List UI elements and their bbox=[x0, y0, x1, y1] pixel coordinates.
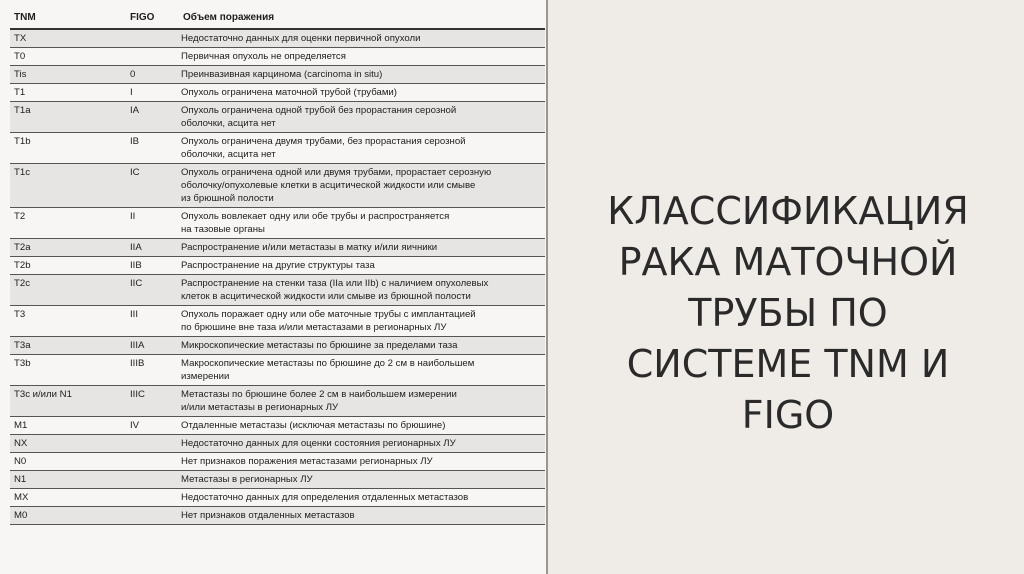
cell-extent-line: Распространение на стенки таза (IIa или IIb) с наличием опухолевых bbox=[181, 278, 489, 289]
cell-extent-line: Нет признаков отдаленных метастазов bbox=[181, 510, 355, 521]
table-row bbox=[10, 66, 545, 84]
cell-extent bbox=[179, 102, 545, 133]
cell-extent-line: Недостаточно данных для оценки первичной опухоли bbox=[181, 33, 421, 44]
cell-extent-line: Опухоль вовлекает одну или обе трубы и распространяется bbox=[181, 211, 450, 222]
cell-tnm: N1 bbox=[10, 471, 126, 489]
header-extent: Объем поражения bbox=[179, 10, 545, 29]
title-line: FIGO bbox=[741, 393, 835, 437]
cell-figo bbox=[126, 48, 179, 66]
header-tnm: TNM bbox=[10, 10, 126, 29]
cell-extent bbox=[179, 507, 545, 525]
cell-extent-line: из брюшной полости bbox=[181, 193, 274, 204]
tnm-figo-table bbox=[10, 10, 545, 525]
table-row bbox=[10, 507, 545, 525]
cell-figo bbox=[126, 471, 179, 489]
table-row bbox=[10, 48, 545, 66]
cell-figo: IIB bbox=[126, 257, 179, 275]
cell-extent-line: Опухоль ограничена двумя трубами, без прорастания серозной bbox=[181, 136, 466, 147]
table-body bbox=[10, 29, 545, 525]
cell-extent bbox=[179, 84, 545, 102]
cell-tnm: N0 bbox=[10, 453, 126, 471]
cell-tnm: M0 bbox=[10, 507, 126, 525]
cell-figo: III bbox=[126, 306, 179, 337]
cell-figo bbox=[126, 29, 179, 48]
table-row bbox=[10, 208, 545, 239]
cell-extent bbox=[179, 257, 545, 275]
table-row bbox=[10, 275, 545, 306]
table-row bbox=[10, 102, 545, 133]
cell-tnm: T3c и/или N1 bbox=[10, 386, 126, 417]
cell-extent bbox=[179, 435, 545, 453]
table-row bbox=[10, 133, 545, 164]
cell-extent bbox=[179, 355, 545, 386]
cell-tnm: M1 bbox=[10, 417, 126, 435]
cell-extent-line: Опухоль ограничена одной или двумя трубами, прорастает серозную bbox=[181, 167, 492, 178]
cell-figo: 0 bbox=[126, 66, 179, 84]
cell-extent bbox=[179, 48, 545, 66]
table-row bbox=[10, 164, 545, 208]
cell-extent bbox=[179, 275, 545, 306]
cell-tnm: T2b bbox=[10, 257, 126, 275]
cell-tnm: T1a bbox=[10, 102, 126, 133]
cell-extent-line: Недостаточно данных для определения отдаленных метастазов bbox=[181, 492, 469, 503]
cell-figo: IIIA bbox=[126, 337, 179, 355]
cell-extent-line: Отдаленные метастазы (исключая метастазы по брюшине) bbox=[181, 420, 446, 431]
cell-extent-line: Опухоль ограничена одной трубой без прорастания серозной bbox=[181, 105, 457, 116]
cell-tnm: Tis bbox=[10, 66, 126, 84]
cell-extent-line: Макроскопические метастазы по брюшине до 2 см в наибольшем bbox=[181, 358, 475, 369]
cell-extent-line: Распространение и/или метастазы в матку и/или яичники bbox=[181, 242, 438, 253]
slide-title bbox=[586, 186, 990, 441]
cell-tnm: T1b bbox=[10, 133, 126, 164]
cell-extent bbox=[179, 239, 545, 257]
table-row bbox=[10, 306, 545, 337]
cell-figo bbox=[126, 453, 179, 471]
table-row bbox=[10, 471, 545, 489]
cell-extent-line: Преинвазивная карцинома (carcinoma in situ) bbox=[181, 69, 383, 80]
cell-extent-line: оболочку/опухолевые клетки в асцитической жидкости или смыве bbox=[181, 180, 476, 191]
cell-tnm: T3b bbox=[10, 355, 126, 386]
cell-figo: IIIC bbox=[126, 386, 179, 417]
cell-extent bbox=[179, 453, 545, 471]
cell-extent-line: измерении bbox=[181, 371, 230, 382]
table-row bbox=[10, 417, 545, 435]
cell-figo bbox=[126, 435, 179, 453]
cell-tnm: T1c bbox=[10, 164, 126, 208]
cell-extent-line: Опухоль ограничена маточной трубой (трубами) bbox=[181, 87, 397, 98]
title-line: РАКА МАТОЧНОЙ bbox=[618, 240, 958, 284]
cell-extent-line: Опухоль поражает одну или обе маточные трубы с имплантацией bbox=[181, 309, 476, 320]
table-row bbox=[10, 337, 545, 355]
cell-extent bbox=[179, 208, 545, 239]
cell-tnm: T2c bbox=[10, 275, 126, 306]
cell-extent-line: Первичная опухоль не определяется bbox=[181, 51, 346, 62]
table-header-row bbox=[10, 10, 545, 29]
cell-figo: II bbox=[126, 208, 179, 239]
cell-tnm: T0 bbox=[10, 48, 126, 66]
table-row bbox=[10, 386, 545, 417]
title-line: ТРУБЫ ПО bbox=[688, 291, 888, 335]
cell-extent bbox=[179, 164, 545, 208]
cell-extent-line: Распространение на другие структуры таза bbox=[181, 260, 375, 271]
cell-figo bbox=[126, 507, 179, 525]
cell-extent-line: Метастазы по брюшине более 2 см в наибольшем измерении bbox=[181, 389, 457, 400]
cell-extent-line: Микроскопические метастазы по брюшине за пределами таза bbox=[181, 340, 458, 351]
cell-tnm: NX bbox=[10, 435, 126, 453]
cell-extent bbox=[179, 306, 545, 337]
cell-figo: IIIB bbox=[126, 355, 179, 386]
cell-extent-line: оболочки, асцита нет bbox=[181, 118, 276, 129]
table-row bbox=[10, 239, 545, 257]
cell-extent bbox=[179, 133, 545, 164]
title-line: СИСТЕМЕ TNM И bbox=[626, 342, 950, 386]
cell-extent bbox=[179, 66, 545, 84]
table-row bbox=[10, 84, 545, 102]
cell-tnm: T3a bbox=[10, 337, 126, 355]
table-row bbox=[10, 355, 545, 386]
cell-figo: IV bbox=[126, 417, 179, 435]
cell-extent bbox=[179, 489, 545, 507]
cell-extent-line: и/или метастазы в регионарных ЛУ bbox=[181, 402, 339, 413]
cell-figo: IIA bbox=[126, 239, 179, 257]
table-row bbox=[10, 435, 545, 453]
cell-figo: IB bbox=[126, 133, 179, 164]
cell-tnm: TX bbox=[10, 29, 126, 48]
cell-extent bbox=[179, 471, 545, 489]
table-row bbox=[10, 29, 545, 48]
cell-figo bbox=[126, 489, 179, 507]
cell-tnm: MX bbox=[10, 489, 126, 507]
cell-extent-line: клеток в асцитической жидкости или смыве из брюшной полости bbox=[181, 291, 471, 302]
header-figo: FIGO bbox=[126, 10, 179, 29]
cell-extent bbox=[179, 29, 545, 48]
table-row bbox=[10, 257, 545, 275]
cell-figo: I bbox=[126, 84, 179, 102]
cell-tnm: T2a bbox=[10, 239, 126, 257]
cell-extent-line: по брюшине вне таза и/или метастазами в регионарных ЛУ bbox=[181, 322, 447, 333]
title-line: КЛАССИФИКАЦИЯ bbox=[607, 189, 969, 233]
cell-tnm: T2 bbox=[10, 208, 126, 239]
cell-extent bbox=[179, 386, 545, 417]
cell-extent-line: Метастазы в регионарных ЛУ bbox=[181, 474, 313, 485]
cell-extent bbox=[179, 417, 545, 435]
cell-figo: IA bbox=[126, 102, 179, 133]
table-row bbox=[10, 489, 545, 507]
cell-figo: IIC bbox=[126, 275, 179, 306]
cell-extent-line: Нет признаков поражения метастазами регионарных ЛУ bbox=[181, 456, 433, 467]
cell-figo: IC bbox=[126, 164, 179, 208]
cell-extent-line: Недостаточно данных для оценки состояния регионарных ЛУ bbox=[181, 438, 456, 449]
cell-extent-line: на тазовые органы bbox=[181, 224, 265, 235]
cell-tnm: T3 bbox=[10, 306, 126, 337]
cell-tnm: T1 bbox=[10, 84, 126, 102]
cell-extent bbox=[179, 337, 545, 355]
cell-extent-line: оболочки, асцита нет bbox=[181, 149, 276, 160]
table-row bbox=[10, 453, 545, 471]
